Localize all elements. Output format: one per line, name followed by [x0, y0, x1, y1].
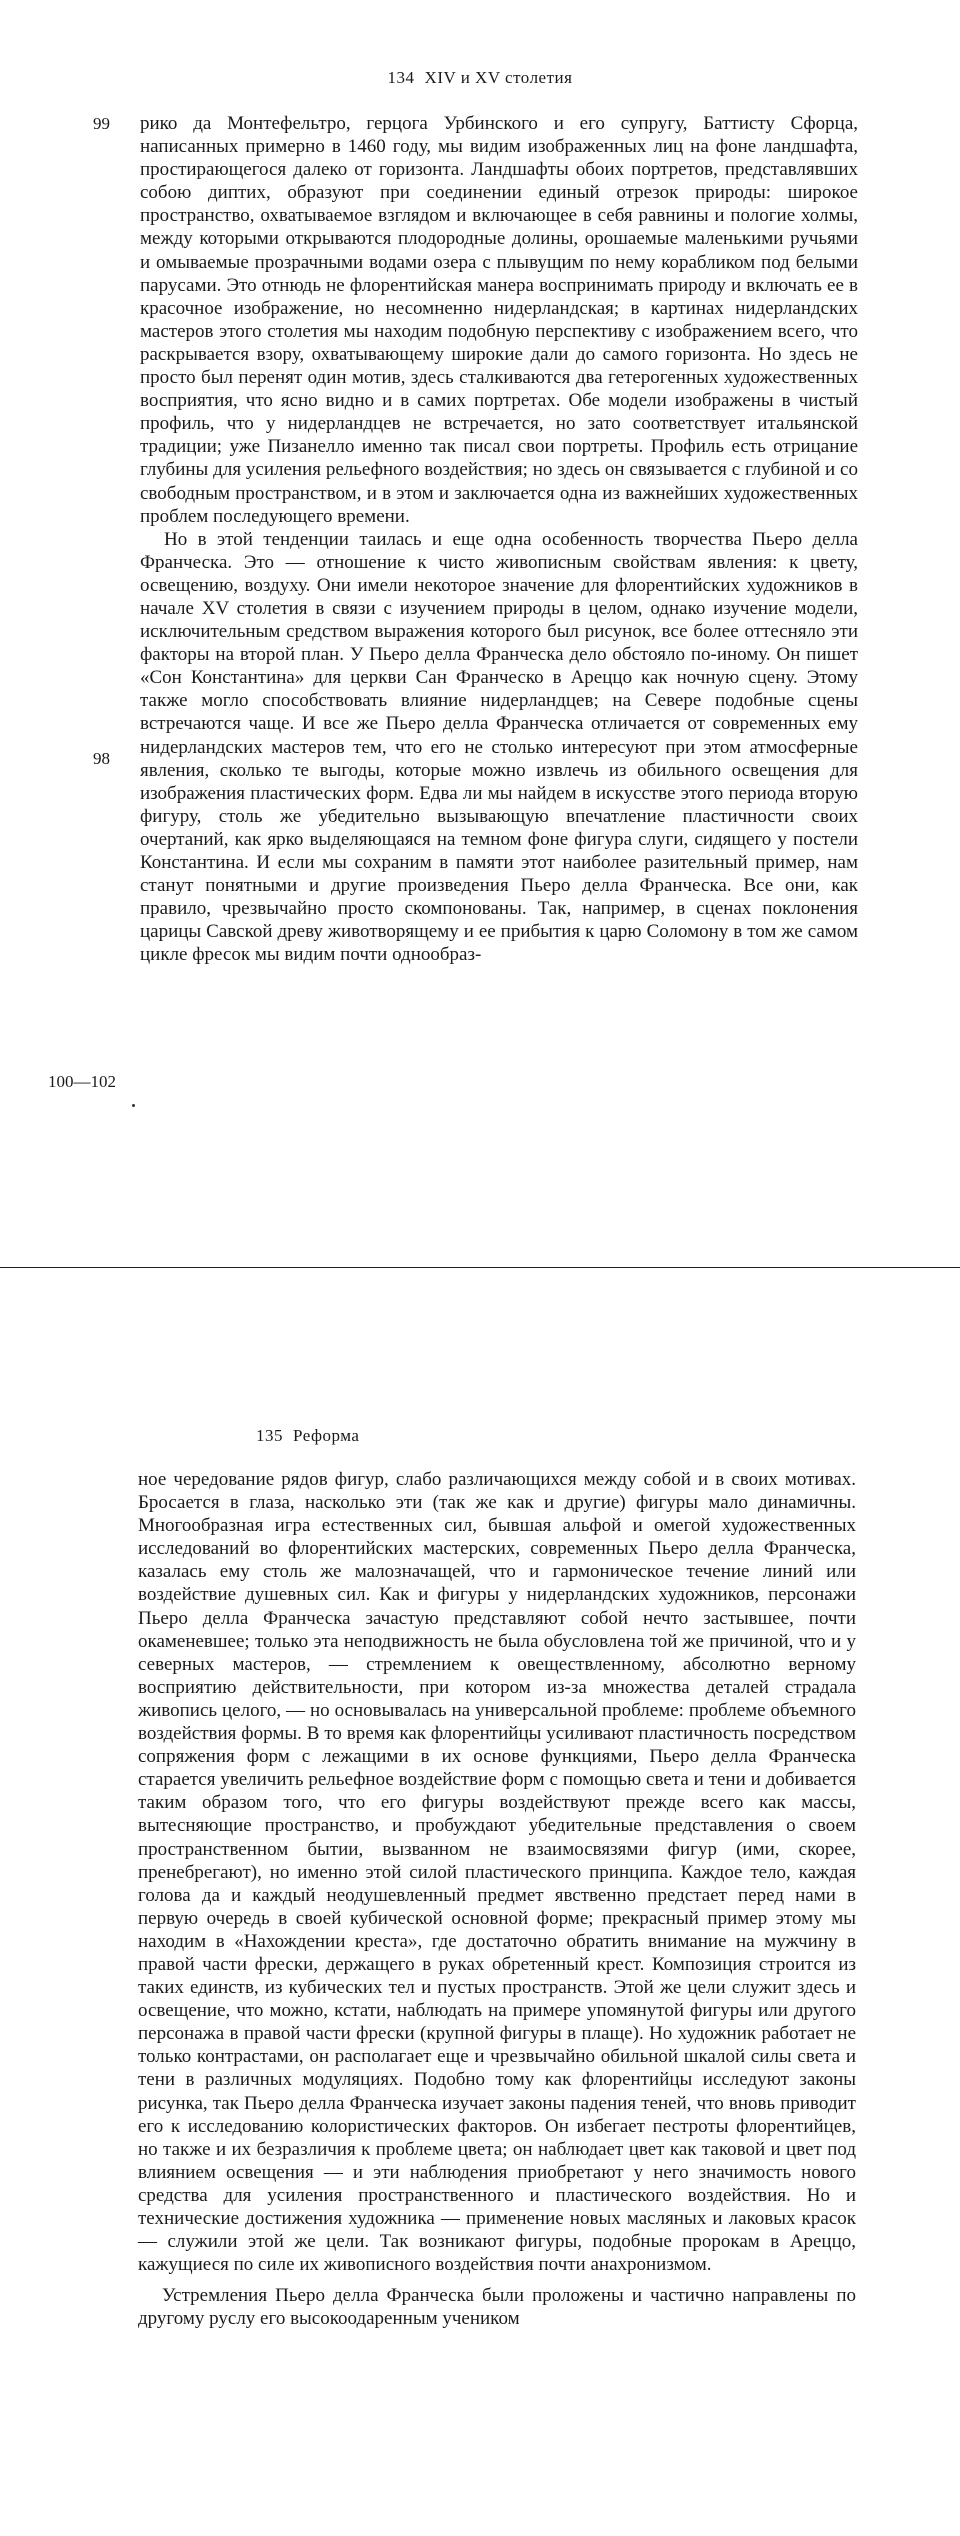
body-text [138, 1468, 856, 2330]
running-head [256, 1426, 359, 1446]
page-135 [0, 1268, 960, 2536]
paragraph: Но в этой тенденции таилась и еще одна особенность творчества Пьеро делла Франческа. Это — отношение к чисто живописным свойствам явления: к цвету, освещению, воздуху. Они имели некоторое значение для флорентийских художников в начале XV столетия в связи с изучением природы в целом, однако изучение модели, исключительным средством выражения которого был рисунок, все более оттесняло эти факторы на второй план. У Пьеро делла Франческа дело обстояло по-иному. Он пишет «Сон Константина» для церкви Сан Франческо в Ареццо как ночную сцену. Этому также могло способствовать влияние нидерландцев; на Севере подобные сцены встречаются чаще. И все же Пьеро делла Франческа отличается от современных ему нидерландских мастеров тем, что его не столько интересуют при этом атмосферные явления, сколько те выгоды, которые можно извлечь из обильного освещения для изображения пластических форм. Едва ли мы найдем в искусстве этого периода вторую фигуру, столь же убедительно вызывающую впечатление пластичности своих очертаний, как ярко выделяющаяся на темном фоне фигура слуги, сидящего у постели Константина. И если мы сохраним в памяти этот наиболее разительный пример, нам станут понятными и другие произведения Пьеро делла Франческа. Все они, как правило, чрезвычайно просто скомпонованы. Так, например, в сценах поклонения царицы Савской древу животворящему и ее прибытия к царю Соломону в том же самом цикле фресок мы видим почти однообраз- [140, 528, 858, 966]
paragraph: Устремления Пьеро делла Франческа были проложены и частично направлены по другому руслу его высокоодаренным учеником [138, 2285, 856, 2330]
page-number: 135 [256, 1426, 283, 1445]
margin-note-figures-100-102: 100—102 [48, 1072, 116, 1091]
paragraph: ное чередование рядов фигур, слабо различающихся между собой и в своих мотивах. Бросается в глаза, насколько эти (так же как и другие) фигуры мало динамичны. Многообразная игра естественных сил, бывшая альфой и омегой художественных исследований во флорентийских мастерских, современных Пьеро делла Франческа, казалась ему столь же малозначащей, что и гармоническое течение линий или воздействие душевных сил. Как и фигуры у нидерландских художников, персонажи Пьеро делла Франческа зачастую представляют собой нечто застывшее, почти окаменевшее; только эта неподвижность не была обусловлена той же причиной, что и у северных мастеров, — стремлением к овеществленному, абсолютно верному восприятию действительности, при котором из-за множества деталей страдала живопись целого, — но основывалась на универсальной проблеме: проблеме объемного воздействия формы. В то время как флорентийцы усиливают пластичность посредством сопряжения форм с лежащими в их основе функциями, Пьеро делла Франческа старается увеличить рельефное воздействие форм с помощью света и тени и добивается таким образом того, что его фигуры воздействуют прежде всего как массы, вытесняющие пространство, и пробуждают убедительные представления о своем пространственном бытии, вызванном не взаимосвязями фигур (ими, скорее, пренебрегают), но именно этой силой пластического принципа. Каждое тело, каждая голова да и каждый неодушевленный предмет явственно предстает перед нами в первую очередь в своей кубической основной форме; прекрасный пример этому мы находим в «Нахождении креста», где достаточно обратить внимание на мужчину в правой части фрески, держащего в руках обретенный крест. Композиция строится из таких единств, из кубических тел и пустых пространств. Этой же цели служит здесь и освещение, что можно, кстати, наблюдать на примере упомянутой фигуры или другого персонажа в правой части фрески (крупной фигуры в плаще). Но художник работает не только контрастами, он располагает еще и чрезвычайно обильной шкалой силы света и тени в различных модуляциях. Подобно тому как флорентийцы исследуют законы рисунка, так Пьеро делла Франческа изучает законы падения теней, что вновь приводит его к исследованию колористических факторов. Он избегает пестроты флорентийцев, но также и их безразличия к проблеме цвета; он наблюдает цвет как таковой и цвет под влиянием освещения — и эти наблюдения приобретают у него значимость нового средства для усиления пространственного и пластического воздействия. Но и технические достижения художника — применение новых масляных и лаковых красок — служили этой же цели. Так возникают фигуры, подобные пророкам в Ареццо, кажущиеся по силе их живописного воздействия почти анахронизмом. [138, 1469, 856, 2276]
margin-note-figure-98: 98 [93, 749, 110, 768]
page-number: 134 [387, 68, 415, 87]
running-head [0, 68, 960, 88]
running-title: Реформа [293, 1426, 360, 1445]
running-title: XIV и XV столетия [424, 68, 573, 87]
body-text [140, 112, 858, 966]
paragraph: рико да Монтефельтро, герцога Урбинского и его супругу, Баттисту Сфорца, написанных примерно в 1460 году, мы видим изображенных лиц на фоне ландшафта, простирающегося далеко от горизонта. Ландшафты обоих портретов, представлявших собою диптих, образуют при соединении единый отрезок природы: широкое пространство, охватываемое взглядом и включающее в себя равнины и пологие холмы, между которыми открываются плодородные долины, орошаемые маленькими ручьями и омываемые прозрачными водами озера с плывущим по нему корабликом под белыми парусами. Это отнюдь не флорентийская манера воспринимать природу и включать ее в красочное изображение, но несомненно нидерландская; в картинах нидерландских мастеров этого столетия мы находим подобную перспективу с изображением всего, что раскрывается взору, охватывающему широкие дали до самого горизонта. Но здесь не просто был перенят один мотив, здесь сталкиваются два гетерогенных художественных восприятия, что ясно видно и в самих портретах. Обе модели изображены в чистый профиль, что у нидерландцев не встречается, но зато соответствует итальянской традиции; уже Пизанелло именно так писал свои портреты. Профиль есть отрицание глубины для усиления рельефного воздействия; но здесь он связывается с глубиной и со свободным пространством, и в этом и заключается одна из важнейших художественных проблем последующего времени. [140, 113, 858, 527]
margin-dot [132, 1104, 135, 1107]
margin-note-figure-99: 99 [93, 114, 110, 133]
